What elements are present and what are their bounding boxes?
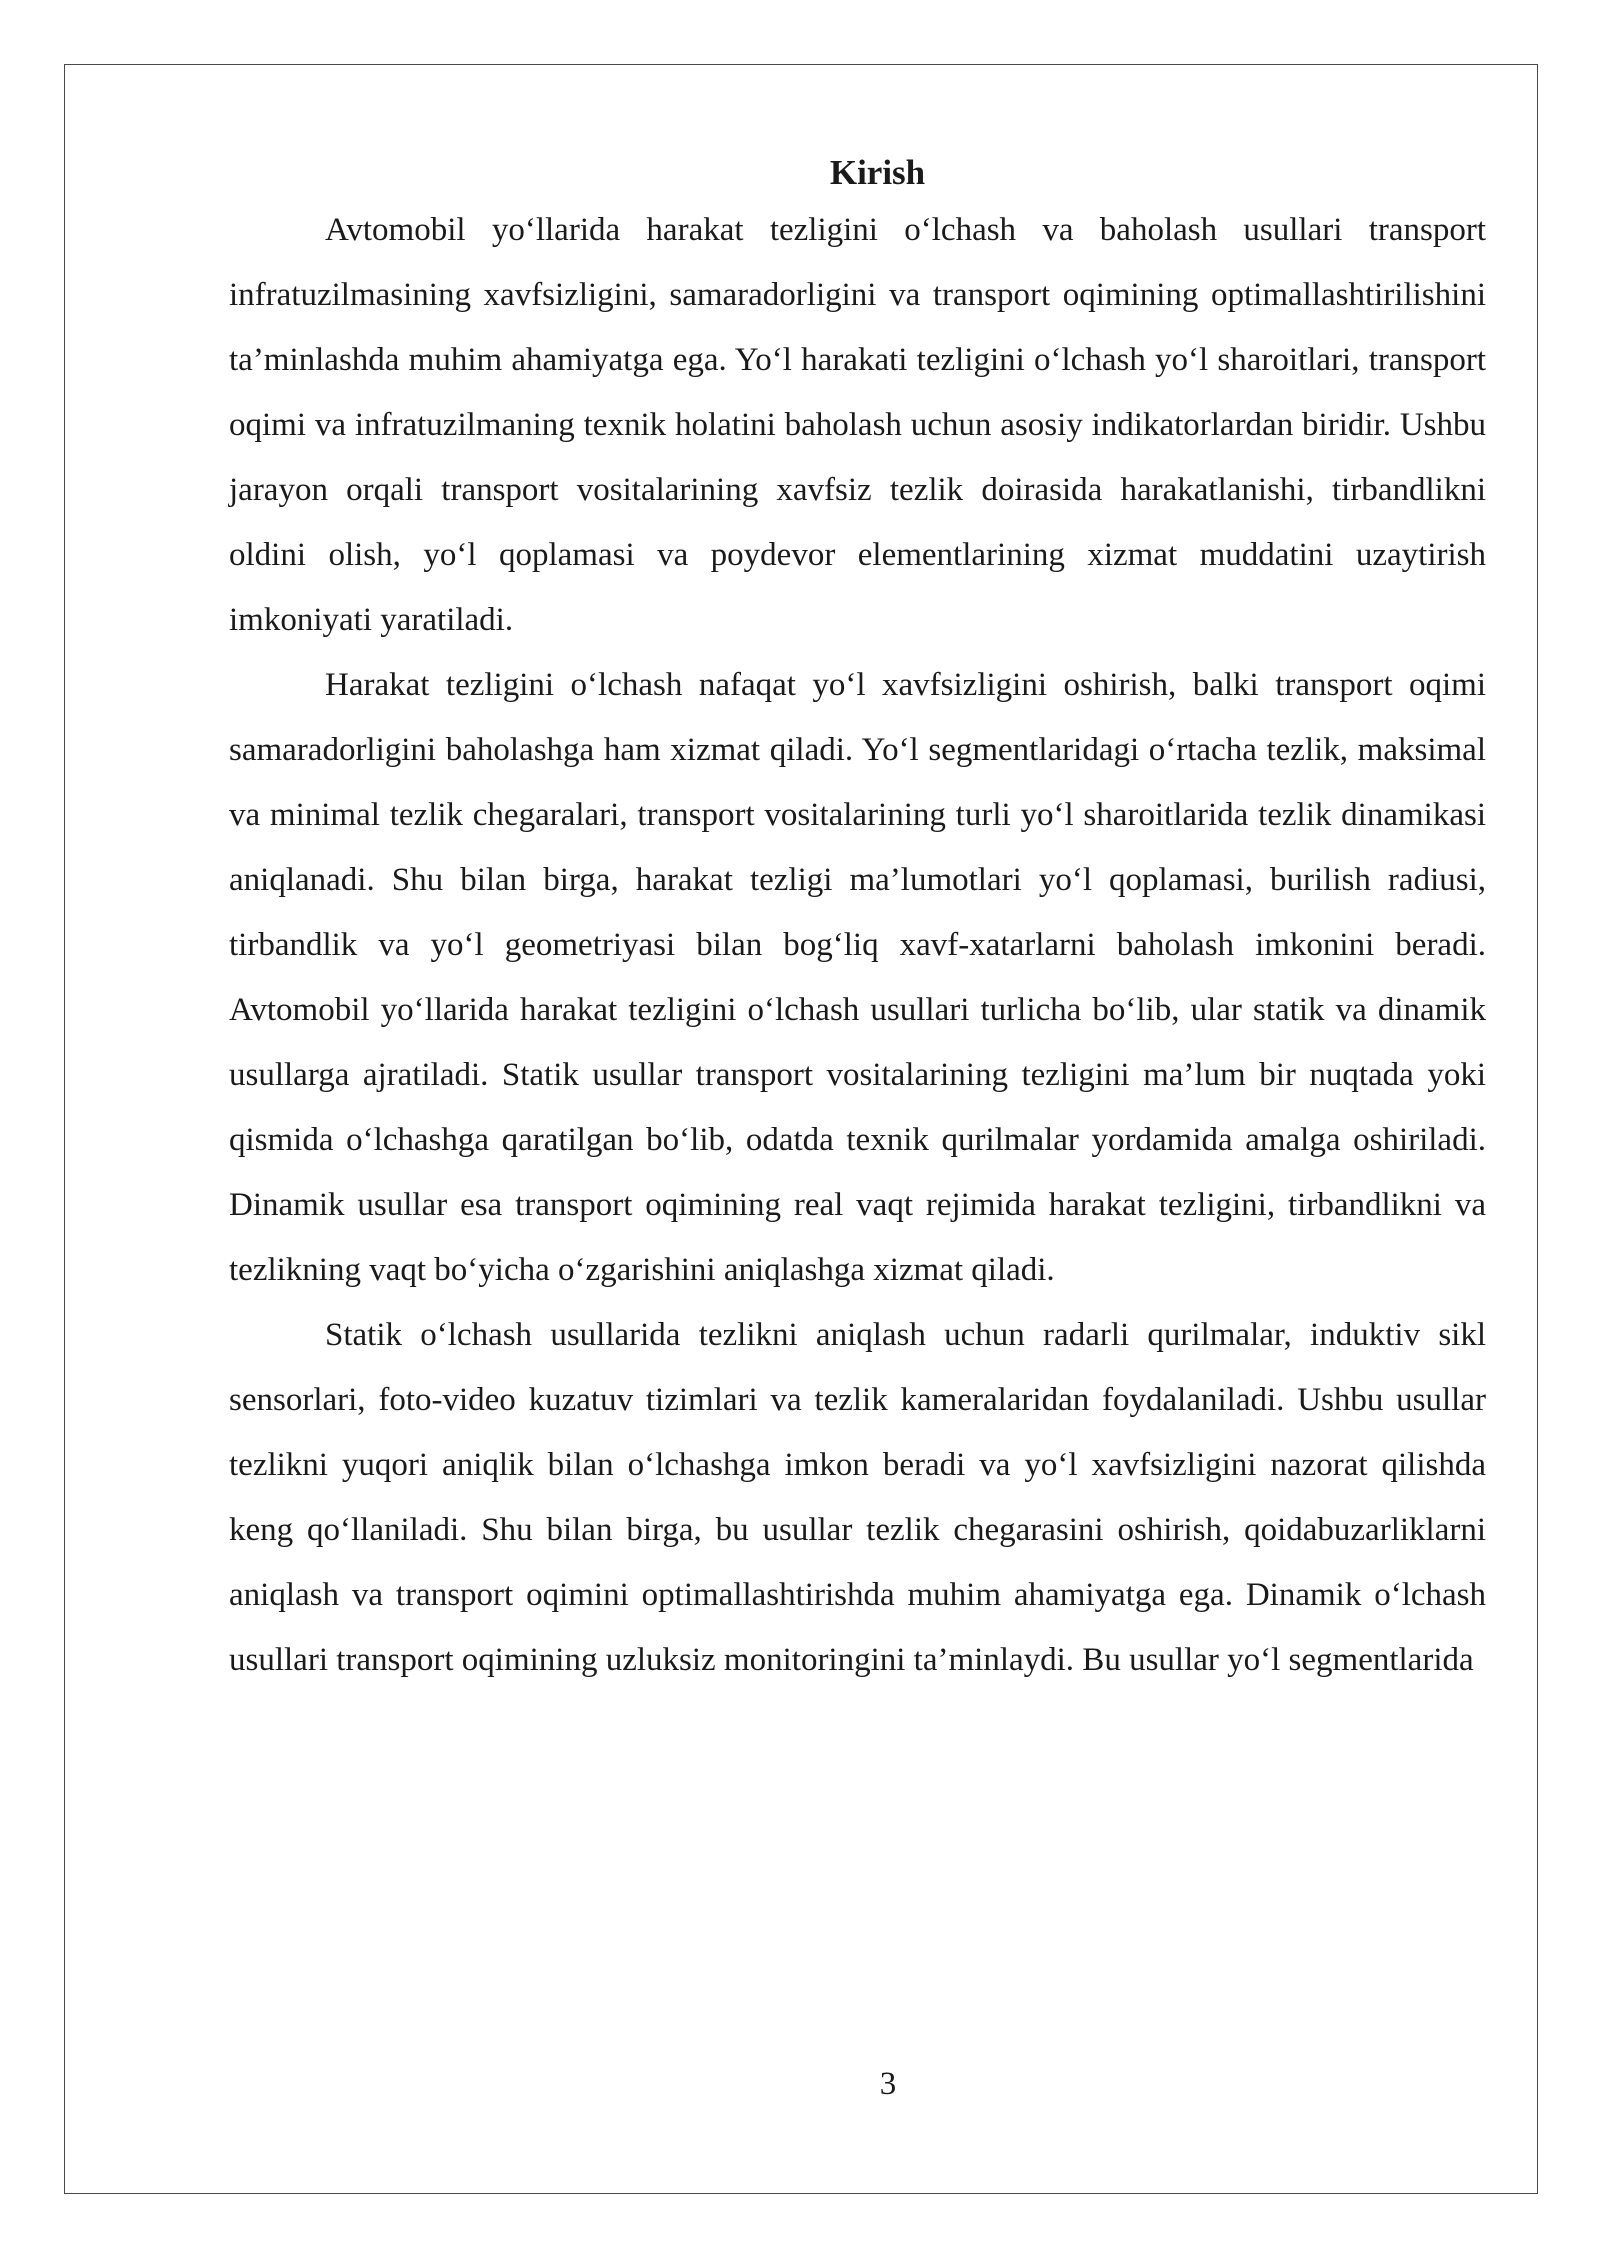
paragraph-3: Statik o‘lchash usullarida tezlikni aniqlash uchun radarli qurilmalar, induktiv sikl sensorlari, foto-video kuzatuv tizimlari va tezlik kameralaridan foydalaniladi. Ushbu usullar tezlikni yuqori aniqlik bilan o‘lchashga imkon beradi va yo‘l xavfsizligini nazorat qilishda keng qo‘llaniladi. Shu bilan birga, bu usullar tezlik chegarasini oshirish, qoidabuzarliklarni aniqlash va transport oqimini optimallashtirishda muhim ahamiyatga ega. Dinamik o‘lchash usullari transport oqimining uzluksiz monitoringini ta’minlaydi. Bu usullar yo‘l segmentlarida: [229, 1317, 1486, 1678]
page-number: 3: [879, 2066, 897, 2102]
paragraph-2: Harakat tezligini o‘lchash nafaqat yo‘l xavfsizligini oshirish, balki transport oqimi samaradorligini baholashga ham xizmat qiladi. Yo‘l segmentlaridagi o‘rtacha tezlik, maksimal va minimal tezlik chegaralari, transport vositalarining turli yo‘l sharoitlarida tezlik dinamikasi aniqlanadi. Shu bilan birga, harakat tezligi ma’lumotlari yo‘l qoplamasi, burilish radiusi, tirbandlik va yo‘l geometriyasi bilan bog‘liq xavf-xatarlarni baholash imkonini beradi. Avtomobil yo‘llarida harakat tezligini o‘lchash usullari turlicha bo‘lib, ular statik va dinamik usullarga ajratiladi. Statik usullar transport vositalarining tezligini ma’lum bir nuqtada yoki qismida o‘lchashga qaratilgan bo‘lib, odatda texnik qurilmalar yordamida amalga oshiriladi. Dinamik usullar esa transport oqimining real vaqt rejimida harakat tezligini, tirbandlikni va tezlikning vaqt bo‘yicha o‘zgarishini aniqlashga xizmat qiladi.: [229, 667, 1486, 1288]
page-content: [229, 148, 1486, 1693]
paragraph-1: Avtomobil yo‘llarida harakat tezligini o‘lchash va baholash usullari transport infratuzilmasining xavfsizligini, samaradorligini va transport oqimining optimallashtirilishini ta’minlashda muhim ahamiyatga ega. Yo‘l harakati tezligini o‘lchash yo‘l sharoitlari, transport oqimi va infratuzilmaning texnik holatini baholash uchun asosiy indikatorlardan biridir. Ushbu jarayon orqali transport vositalarining xavfsiz tezlik doirasida harakatlanishi, tirbandlikni oldini olish, yo‘l qoplamasi va poydevor elementlarining xizmat muddatini uzaytirish imkoniyati yaratiladi.: [229, 212, 1486, 638]
section-title: Kirish: [829, 153, 926, 192]
